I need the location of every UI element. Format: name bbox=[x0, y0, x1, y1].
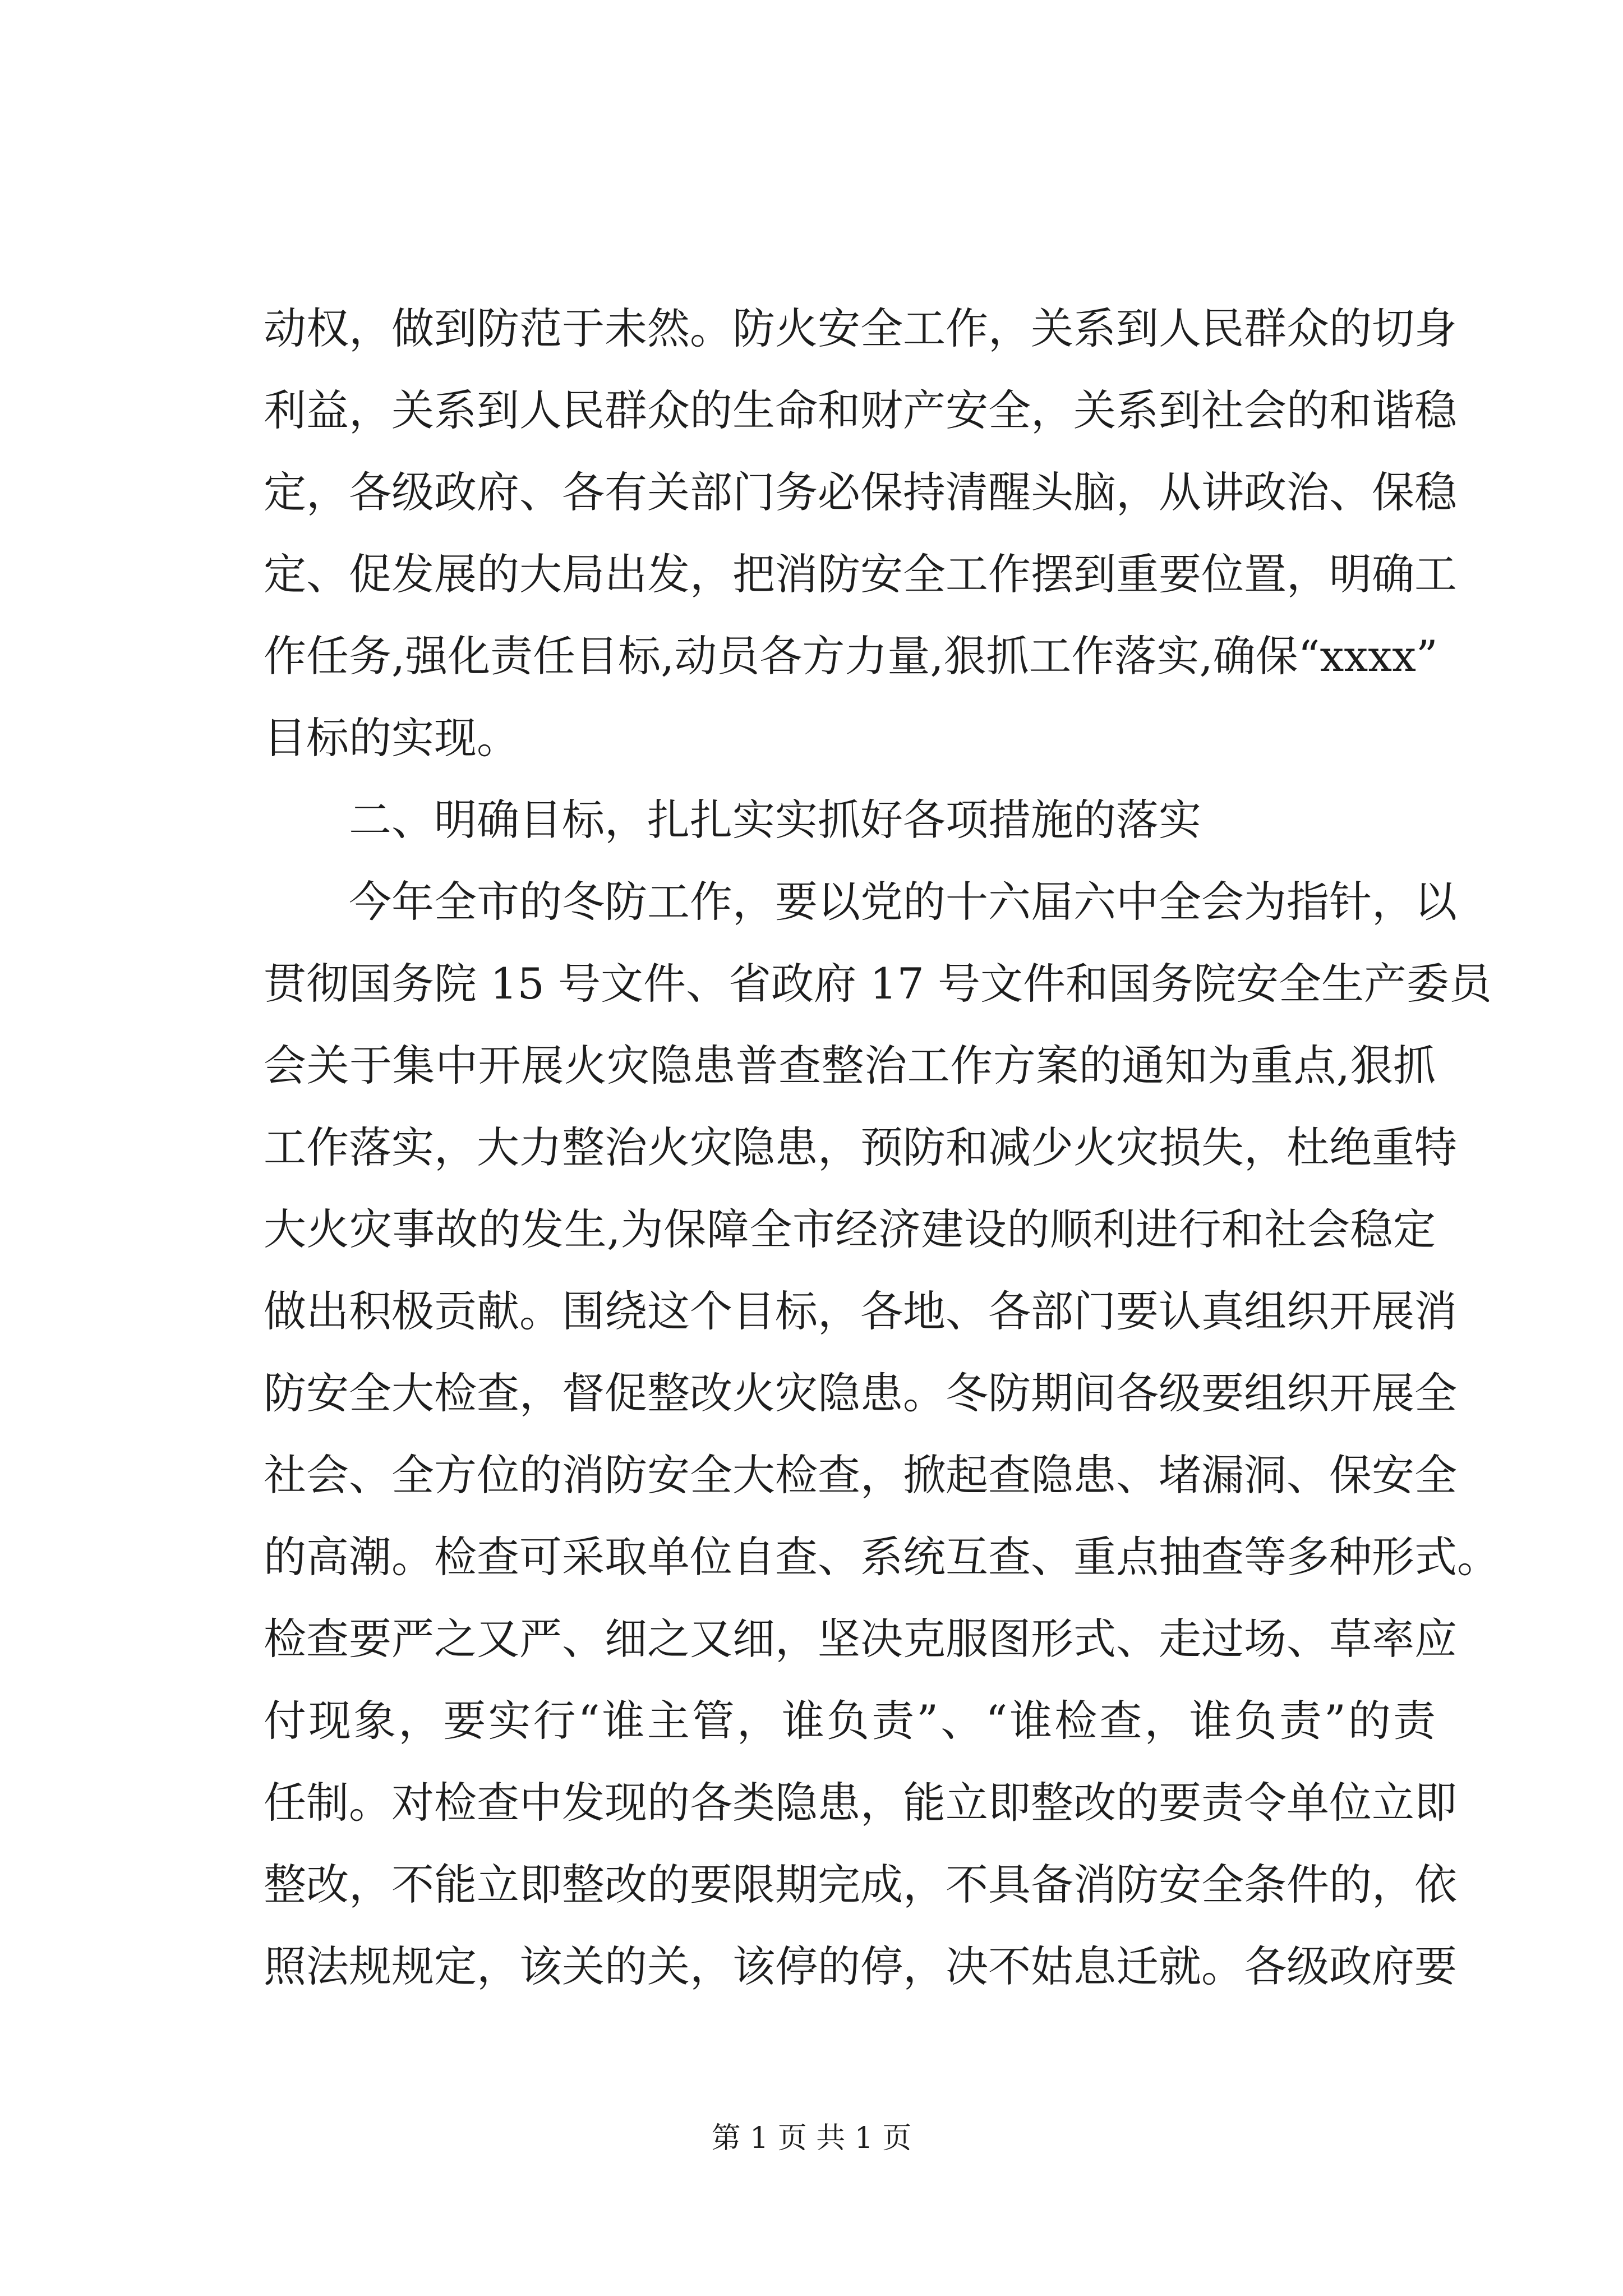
text-line: 定，各级政府、各有关部门务必保持清醒头脑，从讲政治、保稳 bbox=[264, 467, 1457, 517]
text-line: 付现象，要实行“谁主管，谁负责”、“谁检查，谁负责”的责 bbox=[264, 1696, 1436, 1746]
text-line: 照法规规定，该关的关，该停的停，决不姑息迁就。各级政府要 bbox=[264, 1941, 1457, 1991]
text-line: 会关于集中开展火灾隐患普查整治工作方案的通知为重点,狠抓 bbox=[264, 1041, 1436, 1091]
text-line: 任制。对检查中发现的各类隐患，能立即整改的要责令单位立即 bbox=[264, 1778, 1457, 1828]
text-line: 大火灾事故的发生,为保障全市经济建设的顺利进行和社会稳定 bbox=[264, 1204, 1436, 1254]
section-heading: 二、明确目标，扎扎实实抓好各项措施的落实 bbox=[349, 795, 1201, 845]
text-line: 检查要严之又严、细之又细，坚决克服图形式、走过场、草率应 bbox=[264, 1614, 1457, 1664]
text-line: 的高潮。检查可采取单位自查、系统互查、重点抽查等多种形式。 bbox=[264, 1532, 1500, 1582]
text-line: 定、促发展的大局出发，把消防安全工作摆到重要位置，明确工 bbox=[264, 549, 1457, 599]
text-line: 整改，不能立即整改的要限期完成，不具备消防安全条件的，依 bbox=[264, 1860, 1457, 1910]
page-number-footer: 第 1 页 共 1 页 bbox=[711, 2122, 912, 2155]
text-line: 作任务,强化责任目标,动员各方力量,狠抓工作落实,确保“xxxx” bbox=[264, 631, 1438, 681]
text-line: 社会、全方位的消防安全大检查，掀起查隐患、堵漏洞、保安全 bbox=[264, 1450, 1457, 1500]
text-line: 工作落实，大力整治火灾隐患，预防和减少火灾损失，杜绝重特 bbox=[264, 1122, 1457, 1172]
text-line: 动权，做到防范于未然。防火安全工作，关系到人民群众的切身 bbox=[264, 303, 1457, 353]
text-line: 防安全大检查，督促整改火灾隐患。冬防期间各级要组织开展全 bbox=[264, 1368, 1457, 1418]
text-line: 贯彻国务院 15 号文件、省政府 17 号文件和国务院安全生产委员 bbox=[264, 959, 1492, 1009]
text-line: 目标的实现。 bbox=[264, 713, 519, 763]
text-line: 做出积极贡献。围绕这个目标，各地、各部门要认真组织开展消 bbox=[264, 1286, 1457, 1336]
text-line: 今年全市的冬防工作，要以党的十六届六中全会为指针，以 bbox=[349, 877, 1457, 927]
text-line: 利益，关系到人民群众的生命和财产安全，关系到社会的和谐稳 bbox=[264, 385, 1457, 435]
